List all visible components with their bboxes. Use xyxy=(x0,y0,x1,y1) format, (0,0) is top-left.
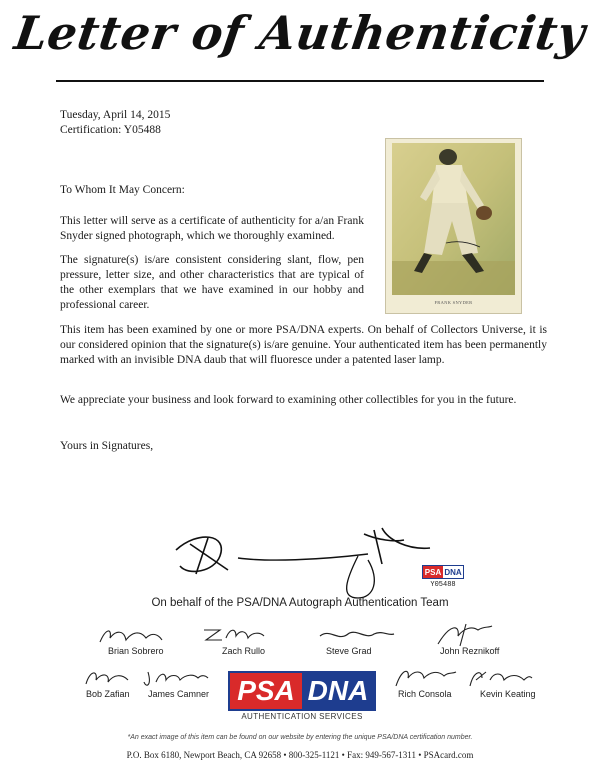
signature-kevin-keating xyxy=(464,666,534,690)
footer-address: P.O. Box 6180, Newport Beach, CA 92658 • 800-325-1121 • Fax: 949-567-1311 • PSAcard.com xyxy=(126,750,474,760)
psa-dna-stamp xyxy=(422,565,464,579)
logo-subtitle: AUTHENTICATION SERVICES xyxy=(241,712,363,721)
name-rich-consola: Rich Consola xyxy=(398,689,452,699)
logo-psa: PSA xyxy=(230,673,302,709)
name-bob-zafian: Bob Zafian xyxy=(86,689,130,699)
name-zach-rullo: Zach Rullo xyxy=(222,646,266,656)
stamp-dna: DNA xyxy=(444,567,462,577)
paragraph-2: The signature(s) is/are consistent considering slant, flow, pen pressure, letter size, and other characteristics that are typical of the other exemplars that we have examined in our hobby and professional career. xyxy=(60,254,364,311)
photo-caption: FRANK SNYDER xyxy=(434,300,473,305)
certification-number: Certification: Y05488 xyxy=(60,124,161,136)
letter-title: Letter of Authenticity xyxy=(11,6,589,60)
name-james-camner: James Camner xyxy=(148,689,210,699)
paragraph-1: This letter will serve as a certificate of authenticity for a/an Frank Snyder signed photograph, which we thoroughly examined. xyxy=(60,215,364,242)
name-john-reznikoff: John Reznikoff xyxy=(440,646,500,656)
paragraph-4: We appreciate your business and look forward to examining other collectibles for you in the future. xyxy=(60,394,517,406)
name-brian-sobrero: Brian Sobrero xyxy=(108,646,164,656)
signature-james-camner xyxy=(142,666,210,690)
signature-john-reznikoff xyxy=(430,620,496,648)
stamp-number: Y05488 xyxy=(430,581,456,589)
signature-steve-grad xyxy=(316,626,396,646)
logo-dna: DNA xyxy=(302,673,374,709)
letter-date: Tuesday, April 14, 2015 xyxy=(60,109,171,121)
team-line: On behalf of the PSA/DNA Autograph Authentication Team xyxy=(151,597,449,609)
name-steve-grad: Steve Grad xyxy=(326,646,372,656)
stamp-psa: PSA xyxy=(424,567,442,577)
psa-dna-logo xyxy=(228,671,376,711)
signature-brian-sobrero xyxy=(96,624,166,648)
signature-bob-zafian xyxy=(82,666,132,690)
salutation: To Whom It May Concern: xyxy=(60,184,185,196)
signature-zach-rullo xyxy=(200,624,268,646)
closing: Yours in Signatures, xyxy=(60,440,154,452)
main-signature xyxy=(168,520,448,600)
player-photograph xyxy=(392,143,515,295)
paragraph-3: This item has been examined by one or more PSA/DNA experts. On behalf of Collectors Universe, it is our considered opinion that the signature(s) is/are genuine. Your authenticated item has been permanently marked with an invisible DNA daub that will fluoresce under a patented laser lamp. xyxy=(60,324,547,366)
footnote: *An exact image of this item can be found on our website by entering the unique PSA/DNA certification number. xyxy=(127,734,473,741)
title-divider xyxy=(56,80,544,82)
name-kevin-keating: Kevin Keating xyxy=(480,689,536,699)
signature-rich-consola xyxy=(392,664,458,690)
